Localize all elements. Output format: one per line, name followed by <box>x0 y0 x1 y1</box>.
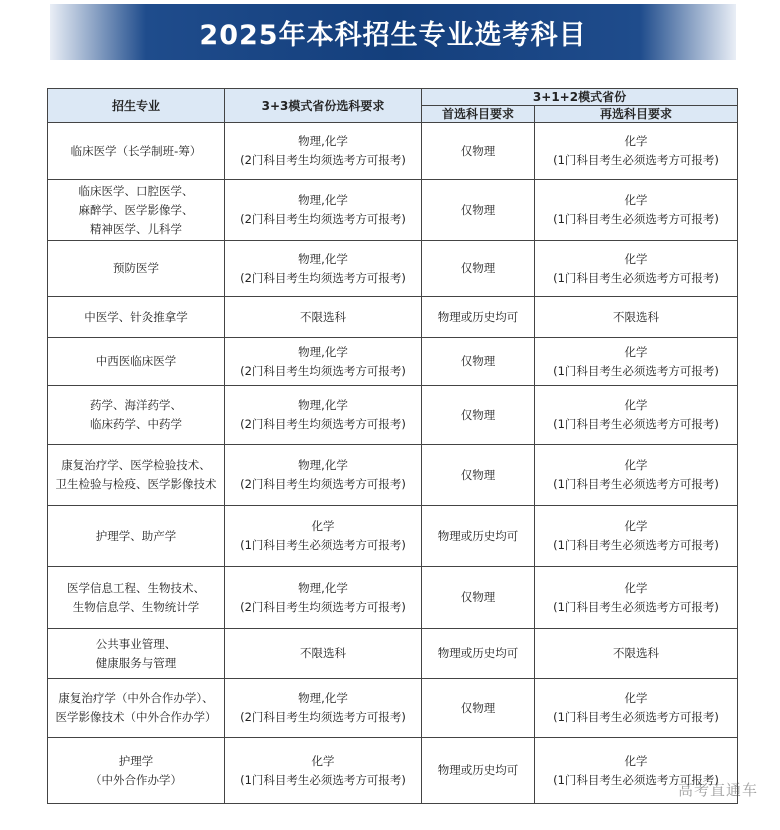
cell-text: 物理或历史均可 <box>437 763 519 777</box>
table-row <box>48 338 738 386</box>
mode-3-3-cell <box>225 506 422 567</box>
mode-3-3-cell <box>225 241 422 297</box>
page-title: 2025年本科招生专业选考科目 <box>199 19 587 51</box>
cell-text: 临床医学（长学制班-筹） <box>70 143 202 158</box>
cell-text: 中医学、针灸推拿学 <box>84 309 188 324</box>
cell-text: 物理,化学 <box>298 580 348 595</box>
cell-text: 物理,化学 <box>298 691 348 705</box>
mode-3-3-cell <box>225 629 422 679</box>
header-mode-3-1-2: 3+1+2模式省份 <box>422 89 738 106</box>
title-banner <box>50 4 736 60</box>
cell-text: 药学、海洋药学、 <box>90 398 182 412</box>
cell-text: 医学影像技术（中外合作办学） <box>55 710 217 724</box>
cell-text: 物理,化学 <box>298 134 348 148</box>
major-cell <box>48 506 225 567</box>
cell-text: 公共事业管理、 <box>95 636 177 651</box>
cell-text: 不限选科 <box>300 309 346 324</box>
cell-text: 物理,化学 <box>298 251 348 266</box>
mode-3-3-cell <box>225 338 422 386</box>
cell-text: (1门科目考生必须选考方可报考) <box>553 477 719 491</box>
cell-text: 仅物理 <box>460 143 496 158</box>
table-row <box>48 297 738 338</box>
first-subject-cell <box>422 297 535 338</box>
cell-text: (2门科目考生均须选考方可报考) <box>240 599 406 614</box>
second-subject-cell <box>535 629 738 679</box>
cell-text: 化学 <box>624 691 648 705</box>
cell-text: 化学 <box>624 251 648 266</box>
cell-text: (1门科目考生必须选考方可报考) <box>553 538 719 552</box>
table-row <box>48 123 738 180</box>
table-row <box>48 738 738 804</box>
mode-3-3-cell <box>225 297 422 338</box>
cell-text: 预防医学 <box>113 261 159 275</box>
cell-text: 仅物理 <box>460 590 496 604</box>
table-row <box>48 679 738 738</box>
first-subject-cell <box>422 738 535 804</box>
cell-text: 化学 <box>624 519 648 533</box>
table-row <box>48 386 738 445</box>
cell-text: (2门科目考生均须选考方可报考) <box>240 270 406 285</box>
first-subject-cell <box>422 241 535 297</box>
cell-text: (1门科目考生必须选考方可报考) <box>553 599 719 614</box>
major-cell <box>48 679 225 738</box>
first-subject-cell <box>422 567 535 629</box>
cell-text: 不限选科 <box>613 646 659 660</box>
cell-text: 不限选科 <box>300 646 346 660</box>
major-cell <box>48 241 225 297</box>
cell-text: 临床药学、中药学 <box>90 417 182 431</box>
first-subject-cell <box>422 338 535 386</box>
first-subject-cell <box>422 386 535 445</box>
major-cell <box>48 386 225 445</box>
watermark: 高考直通车 <box>677 781 758 799</box>
table-row <box>48 180 738 241</box>
cell-text: 化学 <box>311 519 335 533</box>
cell-text: (1门科目考生必须选考方可报考) <box>553 153 719 167</box>
mode-3-3-cell <box>225 123 422 180</box>
cell-text: 化学 <box>624 344 648 359</box>
first-subject-cell <box>422 506 535 567</box>
cell-text: 物理或历史均可 <box>437 528 519 543</box>
cell-text: 护理学 <box>118 753 154 768</box>
cell-text: 仅物理 <box>460 354 496 368</box>
first-subject-cell <box>422 123 535 180</box>
cell-text: 仅物理 <box>460 202 496 217</box>
cell-text: 物理或历史均可 <box>437 309 519 324</box>
cell-text: (2门科目考生均须选考方可报考) <box>240 417 406 431</box>
cell-text: 生物信息学、生物统计学 <box>72 599 200 614</box>
mode-3-3-cell <box>225 679 422 738</box>
cell-text: 医学信息工程、生物技术、 <box>67 580 205 595</box>
cell-text: (1门科目考生必须选考方可报考) <box>240 772 406 787</box>
cell-text: 物理或历史均可 <box>437 646 519 660</box>
cell-text: (1门科目考生必须选考方可报考) <box>553 363 719 378</box>
mode-3-3-cell <box>225 738 422 804</box>
cell-text: 卫生检验与检疫、医学影像技术 <box>55 477 217 491</box>
table-row <box>48 567 738 629</box>
cell-text: 化学 <box>624 580 648 595</box>
cell-text: 物理,化学 <box>298 458 348 472</box>
cell-text: 物理,化学 <box>298 398 348 412</box>
header-mode-3-3: 3+3模式省份选科要求 <box>225 89 422 123</box>
first-subject-cell <box>422 445 535 506</box>
cell-text: 不限选科 <box>613 309 659 324</box>
cell-text: 护理学、助产学 <box>95 528 177 543</box>
major-cell <box>48 629 225 679</box>
cell-text: 仅物理 <box>460 467 496 482</box>
second-subject-cell <box>535 338 738 386</box>
second-subject-cell <box>535 386 738 445</box>
cell-text: (2门科目考生均须选考方可报考) <box>240 212 406 226</box>
first-subject-cell <box>422 679 535 738</box>
mode-3-3-cell <box>225 445 422 506</box>
header-major: 招生专业 <box>48 89 225 123</box>
cell-text: (1门科目考生必须选考方可报考) <box>553 212 719 226</box>
cell-text: （中外合作办学） <box>90 772 182 787</box>
second-subject-cell <box>535 297 738 338</box>
cell-text: (1门科目考生必须选考方可报考) <box>553 710 719 724</box>
cell-text: 化学 <box>311 753 335 768</box>
cell-text: (1门科目考生必须选考方可报考) <box>553 772 719 787</box>
cell-text: 中西医临床医学 <box>95 354 177 368</box>
cell-text: 康复治疗学、医学检验技术、 <box>61 458 211 472</box>
subject-requirements-table <box>47 88 738 804</box>
cell-text: 化学 <box>624 753 648 768</box>
table-row <box>48 506 738 567</box>
mode-3-3-cell <box>225 567 422 629</box>
cell-text: 精神医学、儿科学 <box>90 221 182 236</box>
cell-text: (1门科目考生必须选考方可报考) <box>240 538 406 552</box>
cell-text: (1门科目考生必须选考方可报考) <box>553 270 719 285</box>
major-cell <box>48 567 225 629</box>
cell-text: (2门科目考生均须选考方可报考) <box>240 710 406 724</box>
cell-text: 临床医学、口腔医学、 <box>78 183 194 198</box>
second-subject-cell <box>535 567 738 629</box>
second-subject-cell <box>535 241 738 297</box>
major-cell <box>48 338 225 386</box>
second-subject-cell <box>535 506 738 567</box>
major-cell <box>48 445 225 506</box>
first-subject-cell <box>422 629 535 679</box>
mode-3-3-cell <box>225 180 422 241</box>
table-body <box>48 123 738 804</box>
table-row <box>48 629 738 679</box>
first-subject-cell <box>422 180 535 241</box>
second-subject-cell <box>535 123 738 180</box>
cell-text: (2门科目考生均须选考方可报考) <box>240 363 406 378</box>
second-subject-cell <box>535 679 738 738</box>
cell-text: 化学 <box>624 398 648 412</box>
cell-text: 物理,化学 <box>298 193 348 207</box>
table-row <box>48 445 738 506</box>
header-second-subject: 再选科目要求 <box>535 106 738 123</box>
cell-text: 化学 <box>624 134 648 148</box>
cell-text: 物理,化学 <box>298 344 348 359</box>
cell-text: (2门科目考生均须选考方可报考) <box>240 477 406 491</box>
cell-text: 健康服务与管理 <box>95 655 177 670</box>
major-cell <box>48 123 225 180</box>
cell-text: 仅物理 <box>460 261 496 275</box>
header-first-subject: 首选科目要求 <box>422 106 535 123</box>
major-cell <box>48 180 225 241</box>
cell-text: 化学 <box>624 193 648 207</box>
mode-3-3-cell <box>225 386 422 445</box>
table-row <box>48 241 738 297</box>
cell-text: 仅物理 <box>460 407 496 422</box>
cell-text: 化学 <box>624 458 648 472</box>
cell-text: 仅物理 <box>460 700 496 715</box>
major-cell <box>48 738 225 804</box>
second-subject-cell <box>535 180 738 241</box>
cell-text: 康复治疗学（中外合作办学）、 <box>58 691 214 705</box>
cell-text: (2门科目考生均须选考方可报考) <box>240 153 406 167</box>
cell-text: (1门科目考生必须选考方可报考) <box>553 417 719 431</box>
second-subject-cell <box>535 445 738 506</box>
major-cell <box>48 297 225 338</box>
cell-text: 麻醉学、医学影像学、 <box>78 202 194 217</box>
